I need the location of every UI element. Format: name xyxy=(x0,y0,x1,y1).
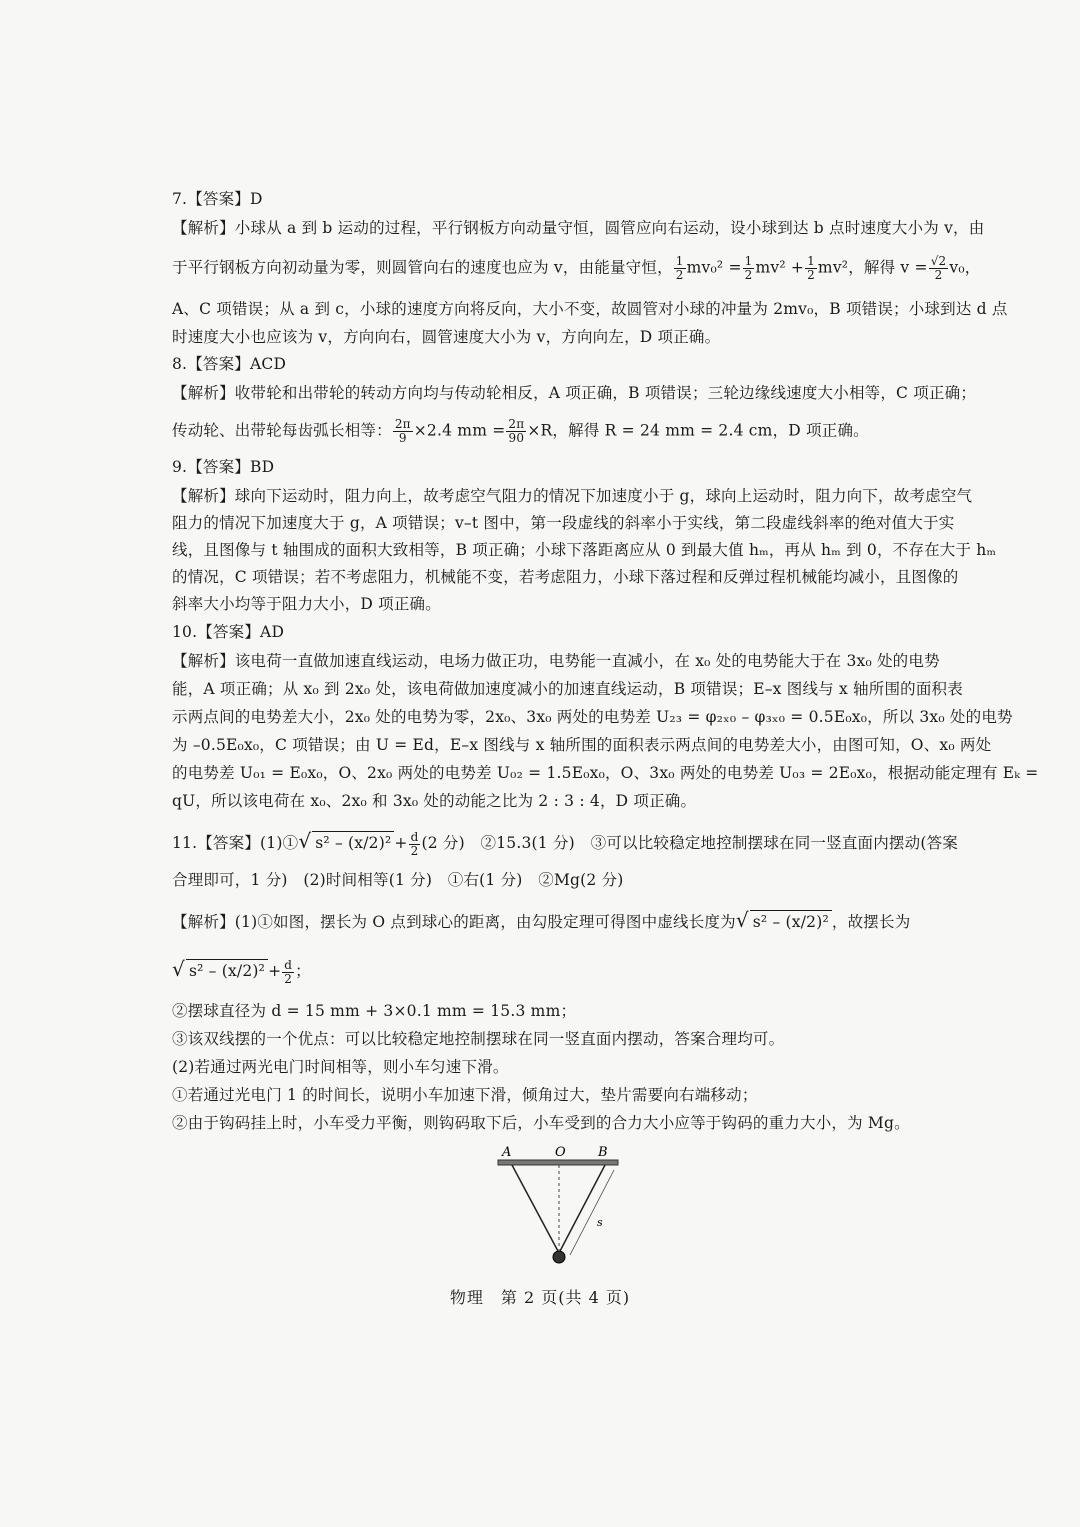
q11-analysis-line-7: ②由于钩码挂上时，小车受力平衡，则钩码取下后，小车受到的合力大小应等于钩码的重力大小，为 Mg。 xyxy=(172,1114,910,1132)
string-right xyxy=(559,1165,605,1253)
q8-analysis-line-2: 传动轮、出带轮每齿弧长相等： $\frac{2\pi}{9}$ ×2.4 mm = $\frac{2\pi}{90}$ ×R，解得 R = 24 mm = 2.4 cm，D 项正确。 xyxy=(172,417,869,445)
q11-answer-line-1: 11.【答案】(1)①√ s² – (x/2)² + $\frac{d}{2}$ (2 分) ②15.3(1 分) ③可以比较稳定地控制摆球在同一竖直面内摆动(答案 xyxy=(172,829,958,858)
q10-analysis-line-6: qU，所以该电荷在 x₀、2x₀ 和 3x₀ 处的动能之比为 2 : 3 : 4，D 项正确。 xyxy=(172,792,697,810)
q8-answer: 8.【答案】ACD xyxy=(172,355,287,373)
q9-analysis-line-5: 斜率大小均等于阻力大小，D 项正确。 xyxy=(172,595,441,613)
q9-analysis-line-2: 阻力的情况下加速度大于 g，A 项错误；v–t 图中，第一段虚线的斜率小于实线，第二段虚线斜率的绝对值大于实 xyxy=(172,514,955,532)
q7-analysis-line-4: 时速度大小也应该为 v，方向向右，圆管速度大小为 v，方向向左，D 项正确。 xyxy=(172,328,721,346)
q11-answer-line-2: 合理即可，1 分) (2)时间相等(1 分) ①右(1 分) ②Mg(2 分) xyxy=(172,871,624,889)
q10-analysis-line-2: 能，A 项正确；从 x₀ 到 2x₀ 处，该电荷做加速度减小的加速直线运动，B 项错误；E–x 图线与 x 轴所围的面积表 xyxy=(172,680,963,698)
q11-analysis-line-5: (2)若通过两光电门时间相等，则小车匀速下滑。 xyxy=(172,1058,509,1076)
q7-analysis-line-2: 于平行钢板方向初动量为零，则圆管向右的速度也应为 v，由能量守恒， $\frac{1}{2}$ mv₀² = $\frac{1}{2}$ mv² + $\frac{1}{2}$ mv²，解得 v = $\frac{√2}{2}$ v₀， xyxy=(172,254,981,282)
fraction: $\frac{1}{2}$ xyxy=(675,254,684,282)
fraction: $\frac{2\pi}{9}$ xyxy=(394,417,411,445)
sqrt-expression: s² – (x/2)² xyxy=(312,831,394,854)
q9-analysis-line-1: 【解析】球向下运动时，阻力向上，故考虑空气阻力的情况下加速度小于 g，球向上运动时，阻力向下，故考虑空气 xyxy=(172,487,973,505)
label-b: B xyxy=(598,1145,608,1160)
q10-analysis-line-4: 为 –0.5E₀x₀，C 项错误；由 U = Ed，E–x 图线与 x 轴所围的面积表示两点间的电势差大小，由图可知，O、x₀ 两处 xyxy=(172,736,992,754)
fraction: $\frac{√2}{2}$ xyxy=(930,254,947,282)
q9-analysis-line-3: 线，且图像与 t 轴围成的面积大致相等，B 项正确；小球下落距离应从 0 到最大值 hₘ，再从 hₘ 到 0，不存在大于 hₘ xyxy=(172,541,997,559)
q10-analysis-line-3: 示两点间的电势差大小，2x₀ 处的电势为零，2x₀、3x₀ 两处的电势差 U₂₃ = φ₂ₓ₀ – φ₃ₓ₀ = 0.5E₀x₀，所以 3x₀ 处的电势 xyxy=(172,708,1013,726)
q10-answer: 10.【答案】AD xyxy=(172,623,285,641)
fraction: $\frac{d}{2}$ xyxy=(284,957,293,986)
q11-analysis-line-1: 【解析】(1)①如图，摆长为 O 点到球心的距离，由勾股定理可得图中虚线长度为√ s² – (x/2)² ，故摆长为 xyxy=(172,908,911,932)
q7-answer: 7.【答案】D xyxy=(172,190,263,208)
fraction: $\frac{2\pi}{90}$ xyxy=(508,417,525,445)
q11-analysis-line-6: ①若通过光电门 1 的时间长，说明小车加速下滑，倾角过大，垫片需要向右端移动； xyxy=(172,1086,758,1104)
q11-analysis-line-2: √ s² – (x/2)² + $\frac{d}{2}$ ； xyxy=(172,957,311,986)
q11-analysis-line-4: ③该双线摆的一个优点：可以比较稳定地控制摆球在同一竖直面内摆动，答案合理均可。 xyxy=(172,1030,785,1048)
q9-answer: 9.【答案】BD xyxy=(172,458,275,476)
sqrt-expression: s² – (x/2)² xyxy=(186,959,268,982)
q10-analysis-line-1: 【解析】该电荷一直做加速直线运动，电场力做正功，电势能一直减小，在 x₀ 处的电势能大于在 3x₀ 处的电势 xyxy=(172,652,940,670)
fraction: $\frac{1}{2}$ xyxy=(807,254,815,282)
label-a: A xyxy=(502,1145,512,1160)
fraction: $\frac{d}{2}$ xyxy=(410,829,419,858)
q9-analysis-line-4: 的情况，C 项错误；若不考虑阻力，机械能不变，若考虑阻力，小球下落过程和反弹过程机械能均减小，且图像的 xyxy=(172,568,959,586)
page-footer: 物理 第 2 页(共 4 页) xyxy=(449,1288,631,1307)
length-marker-s xyxy=(570,1170,614,1255)
string-left xyxy=(512,1165,559,1253)
label-s: s xyxy=(597,1216,603,1229)
support-beam xyxy=(498,1160,618,1165)
q7-analysis-line-1: 【解析】小球从 a 到 b 运动的过程，平行钢板方向动量守恒，圆管应向右运动，设小球到达 b 点时速度大小为 v，由 xyxy=(172,219,985,237)
sqrt-expression: s² – (x/2)² xyxy=(750,910,832,933)
fraction: $\frac{1}{2}$ xyxy=(744,254,753,282)
q11-analysis-line-3: ②摆球直径为 d = 15 mm + 3×0.1 mm = 15.3 mm； xyxy=(172,1002,577,1020)
double-pendulum-figure xyxy=(480,1140,640,1270)
q10-analysis-line-5: 的电势差 U₀₁ = E₀x₀，O、2x₀ 两处的电势差 U₀₂ = 1.5E₀x₀，O、3x₀ 两处的电势差 U₀₃ = 2E₀x₀，根据动能定理有 Eₖ = xyxy=(172,764,1039,782)
q7-analysis-line-3: A、C 项错误；从 a 到 c，小球的速度方向将反向，大小不变，故圆管对小球的冲量为 2mv₀，B 项错误；小球到达 d 点 xyxy=(172,300,1008,318)
q8-analysis-line-1: 【解析】收带轮和出带轮的转动方向均与传动轮相反，A 项正确，B 项错误；三轮边缘线速度大小相等，C 项正确； xyxy=(172,384,977,402)
pendulum-ball xyxy=(553,1251,565,1263)
label-o: O xyxy=(555,1145,566,1160)
